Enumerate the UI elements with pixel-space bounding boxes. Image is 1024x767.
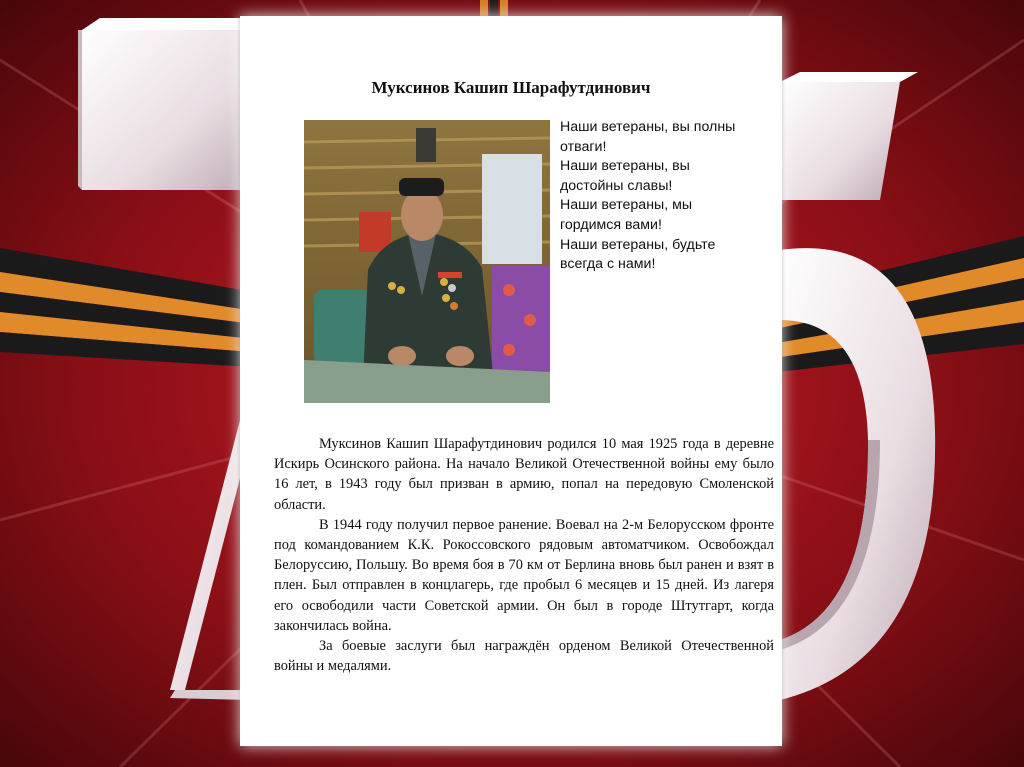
poem-line: достойны славы! (560, 177, 673, 194)
poem-line: Наши ветераны, вы полны (560, 119, 736, 135)
biography-paragraph: В 1944 году получил первое ранение. Воевал на 2-м Белорусском фронте под командованием К.К. Рокоссовского рядовым автоматчиком. Освобождал Белоруссию, Польшу. Во время боя в 70 км от Берлина вновь был ранен и взят в плен. Был отправлен в концлагерь, где пробыл 6 месяцев и 15 дней. Из лагеря его освободили части Советской армии. Он был в городе Штутгарт, когда закончилась война. (274, 516, 774, 634)
biography-paragraph: Муксинов Кашип Шарафутдинович родился 10 мая 1925 года в деревне Искирь Осинского района. На начало Великой Отечественной войны ему было 16 лет, в 1943 году был призван в армию, попал на передовую Смоленской области. (274, 436, 774, 513)
document-title: Муксинов Кашип Шарафутдинович (371, 78, 651, 97)
poem-line: отваги! (560, 138, 607, 155)
poem-line: всегда с нами! (560, 256, 656, 273)
document-page (240, 16, 782, 746)
biography-text (274, 434, 774, 676)
poem-line: Наши ветераны, будьте (560, 236, 716, 253)
biography-paragraph: За боевые заслуги был награждён орденом Великой Отечественной войны и медалями. (274, 638, 774, 675)
poem-line: Наши ветераны, вы (560, 158, 690, 175)
poem-line: Наши ветераны, мы (560, 197, 693, 214)
veteran-portrait-photo (304, 120, 550, 403)
poem-block (560, 118, 770, 275)
poem-line: гордимся вами! (560, 216, 662, 233)
